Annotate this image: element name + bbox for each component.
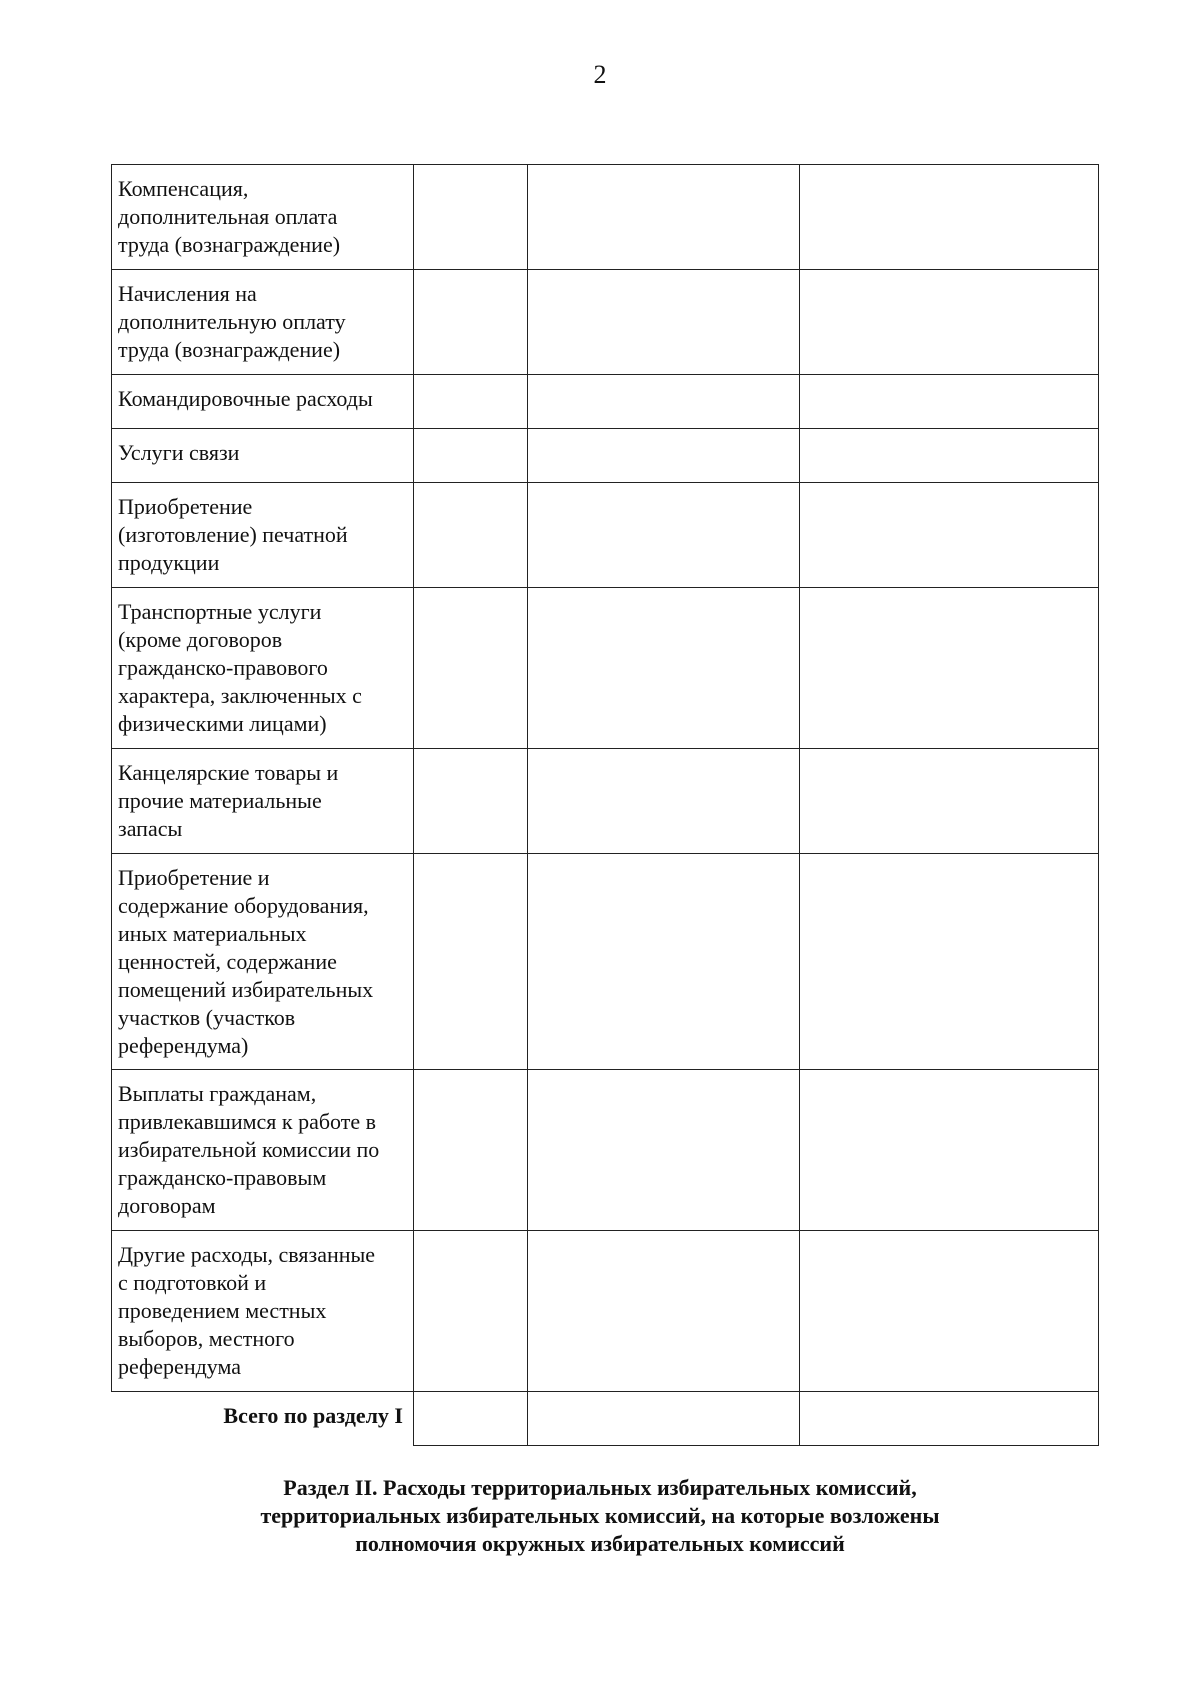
table-cell xyxy=(414,1231,528,1392)
table-cell xyxy=(800,1231,1099,1392)
table-cell xyxy=(800,854,1099,1070)
table-cell xyxy=(800,749,1099,854)
table-cell xyxy=(800,429,1099,483)
row-label: Канцелярские товары и прочие материальные запасы xyxy=(112,749,414,854)
table-row xyxy=(112,749,1099,854)
table-cell xyxy=(800,270,1099,375)
row-label: Услуги связи xyxy=(112,429,414,483)
table-cell xyxy=(414,854,528,1070)
table-cell xyxy=(414,270,528,375)
table-cell xyxy=(528,854,800,1070)
row-label: Командировочные расходы xyxy=(112,375,414,429)
table-row xyxy=(112,375,1099,429)
table-cell xyxy=(414,749,528,854)
row-label: Начисления на дополнительную оплату труда (вознаграждение) xyxy=(112,270,414,375)
table-cell xyxy=(528,749,800,854)
total-row xyxy=(112,1392,1099,1446)
table-row xyxy=(112,429,1099,483)
table-cell xyxy=(414,1070,528,1231)
table-row xyxy=(112,270,1099,375)
row-label: Приобретение и содержание оборудования, иных материальных ценностей, содержание помещений избирательных участков (участков референдума) xyxy=(112,854,414,1070)
table-row xyxy=(112,1231,1099,1392)
table-cell xyxy=(800,588,1099,749)
row-label: Компенсация, дополнительная оплата труда (вознаграждение) xyxy=(112,165,414,270)
table-cell xyxy=(800,483,1099,588)
table-row xyxy=(112,1070,1099,1231)
table-cell xyxy=(800,1392,1099,1446)
total-label: Всего по разделу I xyxy=(112,1392,414,1446)
table-cell xyxy=(528,1392,800,1446)
table-cell xyxy=(528,588,800,749)
table-cell xyxy=(528,270,800,375)
table-cell xyxy=(414,165,528,270)
table-cell xyxy=(528,483,800,588)
row-label: Транспортные услуги (кроме договоров гражданско-правового характера, заключенных с физическими лицами) xyxy=(112,588,414,749)
table-cell xyxy=(528,1231,800,1392)
row-label: Выплаты гражданам, привлекавшимся к работе в избирательной комиссии по гражданско-правовым договорам xyxy=(112,1070,414,1231)
table-cell xyxy=(800,1070,1099,1231)
row-label: Другие расходы, связанные с подготовкой и проведением местных выборов, местного референдума xyxy=(112,1231,414,1392)
table-row xyxy=(112,165,1099,270)
table-cell xyxy=(414,483,528,588)
row-label: Приобретение (изготовление) печатной продукции xyxy=(112,483,414,588)
table-cell xyxy=(800,375,1099,429)
table-cell xyxy=(414,375,528,429)
expense-table xyxy=(111,164,1099,1446)
table-cell xyxy=(528,165,800,270)
table-cell xyxy=(414,1392,528,1446)
table-row xyxy=(112,854,1099,1070)
table-cell xyxy=(528,375,800,429)
table-cell xyxy=(414,588,528,749)
table-cell xyxy=(414,429,528,483)
table-row xyxy=(112,588,1099,749)
table-cell xyxy=(800,165,1099,270)
section-heading: Раздел II. Расходы территориальных избирательных комиссий, территориальных избирательных комиссий, на которые возложены полномочия окружных избирательных комиссий xyxy=(260,1475,940,1556)
page-number: 2 xyxy=(593,60,607,89)
table-cell xyxy=(528,1070,800,1231)
table-cell xyxy=(528,429,800,483)
table-row xyxy=(112,483,1099,588)
